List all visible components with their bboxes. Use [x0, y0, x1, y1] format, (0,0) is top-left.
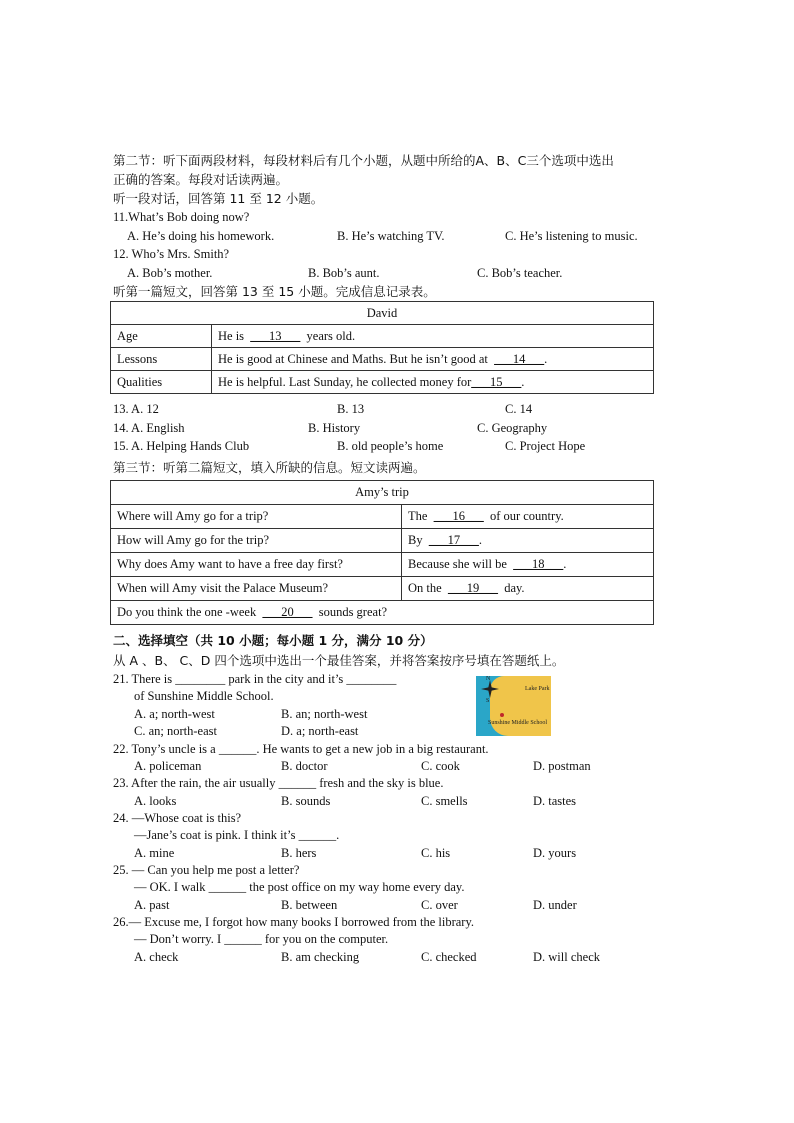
trip-question-why: Why does Amy want to have a free day first?	[111, 553, 402, 577]
q12-stem: 12. Who’s Mrs. Smith?	[113, 247, 230, 261]
q24-line1: 24. —Whose coat is this?	[113, 811, 242, 825]
q22-stem: 22. Tony’s uncle is a ______. He wants to get a new job in a big restaurant.	[113, 742, 489, 756]
q21-line1: 21. There is ________ park in the city and it’s ________	[113, 672, 397, 686]
q24-option-b: B. hers	[281, 846, 317, 860]
david-info-table	[110, 301, 654, 394]
q11-stem: 11.What’s Bob doing now?	[113, 210, 250, 224]
row-value-qualities: He is helpful. Last Sunday, he collected money for___15___.	[212, 371, 654, 394]
q22-option-b: B. doctor	[281, 759, 328, 773]
q15-option-b: B. old people’s home	[337, 439, 444, 453]
blank-18: ___18___	[513, 557, 564, 571]
amy-trip-table	[110, 480, 654, 625]
row-label-qualities: Qualities	[111, 371, 212, 394]
q25-line2: — OK. I walk ______ the post office on my way home every day.	[134, 880, 465, 894]
section2-instruction: 从 A 、B、 C、D 四个选项中选出一个最佳答案，并将答案按序号填在答题纸上。	[113, 653, 565, 668]
blank-17: ___17___	[428, 533, 479, 547]
q26-option-c: C. checked	[421, 950, 477, 964]
q15-option-c: C. Project Hope	[505, 439, 586, 453]
q26-option-d: D. will check	[533, 950, 600, 964]
q23-option-a: A. looks	[134, 794, 177, 808]
map-school-label: Sunshine Middle School	[488, 720, 548, 726]
q13-option-c: C. 14	[505, 402, 533, 416]
q12-option-b: B. Bob’s aunt.	[308, 266, 380, 280]
q26-line2: — Don’t worry. I ______ for you on the computer.	[134, 932, 389, 946]
part2-heading-line2: 正确的答案。每段对话读两遍。	[113, 172, 289, 187]
map-school-marker	[500, 713, 504, 717]
trip-question-where: Where will Amy go for a trip?	[111, 505, 402, 529]
blank-14: ___14___	[494, 351, 545, 366]
trip-question-how: How will Amy go for the trip?	[111, 529, 402, 553]
q24-option-c: C. his	[421, 846, 451, 860]
q24-option-d: D. yours	[533, 846, 577, 860]
trip-answer-when: On the ___19___ day.	[402, 577, 654, 601]
map-north-label: N	[486, 676, 491, 682]
q23-stem: 23. After the rain, the air usually ______ fresh and the sky is blue.	[113, 776, 444, 790]
part2-heading-line1: 第二节：听下面两段材料，每段材料后有几个小题，从题中所给的A、B、C三个选项中选出	[113, 153, 614, 168]
q12-option-a: A. Bob’s mother.	[127, 266, 213, 280]
blank-15: ___15___	[471, 374, 522, 389]
q21-option-c: C. an; north-east	[134, 724, 217, 738]
q11-option-b: B. He’s watching TV.	[337, 229, 445, 243]
trip-answer-how: By ___17___.	[402, 529, 654, 553]
q23-option-b: B. sounds	[281, 794, 331, 808]
trip-question-opinion: Do you think the one -week ___20___ sounds great?	[111, 601, 654, 625]
dialog-intro: 听一段对话，回答第 11 至 12 小题。	[113, 191, 324, 206]
q25-option-d: D. under	[533, 898, 577, 912]
section2-heading: 二、选择填空（共 10 小题；每小题 1 分，满分 10 分）	[113, 633, 433, 648]
row-label-age: Age	[111, 325, 212, 348]
q22-option-d: D. postman	[533, 759, 591, 773]
q14-option-c: C. Geography	[477, 421, 548, 435]
q15-option-a: 15. A. Helping Hands Club	[113, 439, 250, 453]
q23-option-d: D. tastes	[533, 794, 577, 808]
q25-option-b: B. between	[281, 898, 338, 912]
amy-table-title: Amy’s trip	[111, 481, 654, 505]
q21-option-d: D. a; north-east	[281, 724, 359, 738]
row-value-age: He is ___13___ years old.	[212, 325, 654, 348]
trip-answer-why: Because she will be ___18___.	[402, 553, 654, 577]
q24-option-a: A. mine	[134, 846, 175, 860]
q21-option-b: B. an; north-west	[281, 707, 368, 721]
blank-16: ___16___	[433, 509, 484, 523]
part3-heading: 第三节：听第二篇短文，填入所缺的信息。短文读两遍。	[113, 460, 426, 475]
q21-line2: of Sunshine Middle School.	[134, 689, 274, 703]
q14-option-a: 14. A. English	[113, 421, 185, 435]
q26-option-b: B. am checking	[281, 950, 360, 964]
q23-option-c: C. smells	[421, 794, 468, 808]
q22-option-a: A. policeman	[134, 759, 202, 773]
q22-option-c: C. cook	[421, 759, 460, 773]
q25-line1: 25. — Can you help me post a letter?	[113, 863, 300, 877]
q13-option-a: 13. A. 12	[113, 402, 159, 416]
david-table-title: David	[111, 302, 654, 325]
blank-19: ___19___	[447, 581, 498, 595]
q13-option-b: B. 13	[337, 402, 365, 416]
q12-option-c: C. Bob’s teacher.	[477, 266, 563, 280]
q14-option-b: B. History	[308, 421, 361, 435]
trip-answer-where: The ___16___ of our country.	[402, 505, 654, 529]
row-label-lessons: Lessons	[111, 348, 212, 371]
blank-13: ___13___	[250, 328, 301, 343]
map-image	[476, 676, 551, 736]
q11-option-a: A. He’s doing his homework.	[127, 229, 275, 243]
row-value-lessons: He is good at Chinese and Maths. But he isn’t good at ___14___.	[212, 348, 654, 371]
map-lake-park-label: Lake Park	[525, 686, 550, 692]
q26-line1: 26.— Excuse me, I forgot how many books I borrowed from the library.	[113, 915, 475, 929]
trip-question-when: When will Amy visit the Palace Museum?	[111, 577, 402, 601]
passage-intro: 听第一篇短文，回答第 13 至 15 小题。完成信息记录表。	[113, 284, 436, 299]
map-south-label: S	[486, 698, 490, 704]
q11-option-c: C. He’s listening to music.	[505, 229, 638, 243]
q24-line2: —Jane’s coat is pink. I think it’s ______.	[134, 828, 340, 842]
q26-option-a: A. check	[134, 950, 179, 964]
q25-option-c: C. over	[421, 898, 458, 912]
q21-option-a: A. a; north-west	[134, 707, 215, 721]
blank-20: ___20___	[262, 605, 313, 619]
q25-option-a: A. past	[134, 898, 170, 912]
